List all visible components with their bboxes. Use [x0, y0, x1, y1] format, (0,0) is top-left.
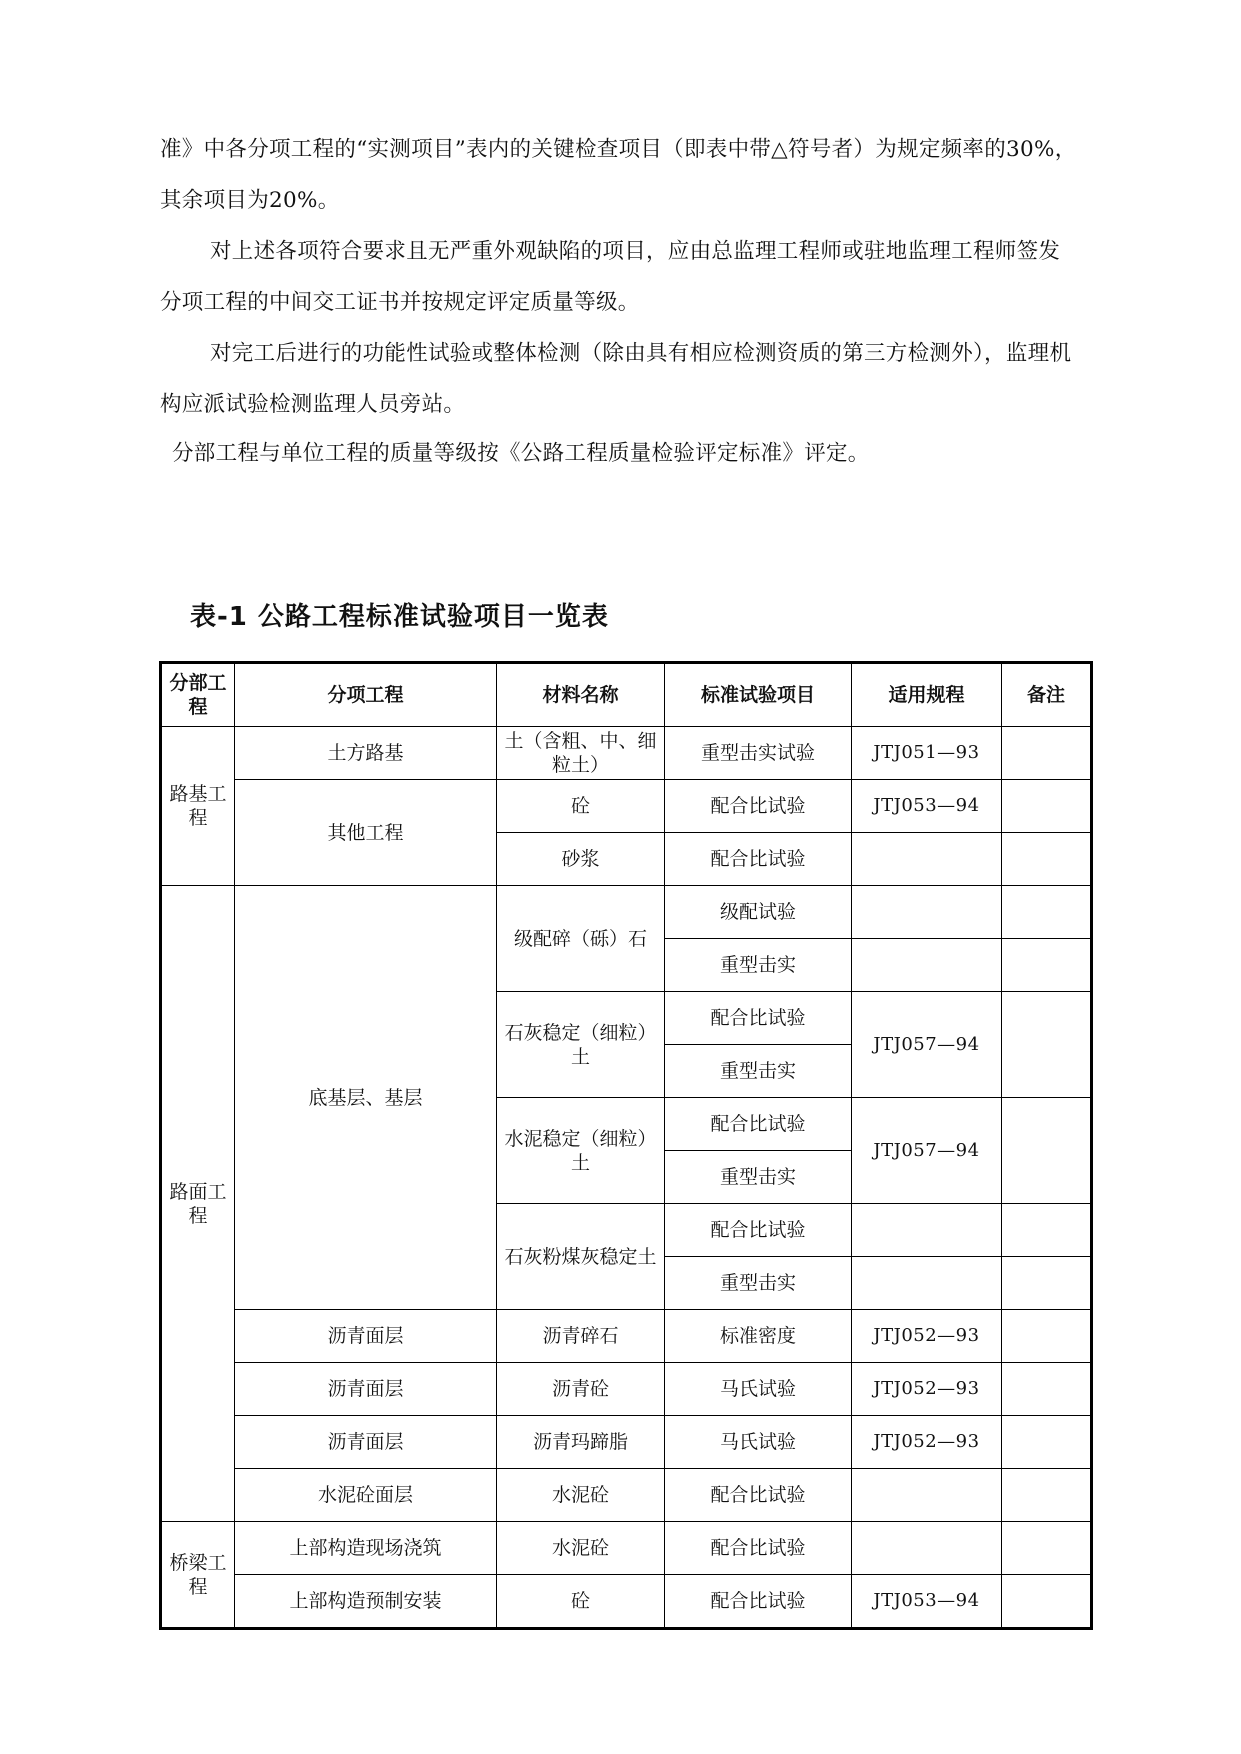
test-item-cell: 配合比试验: [665, 780, 852, 833]
regulation-cell: JTJ052—93: [852, 1363, 1002, 1416]
header-sub-item: 分项工程: [235, 663, 497, 727]
paragraph-4: 分部工程与单位工程的质量等级按《公路工程质量检验评定标准》评定。: [172, 441, 870, 466]
remarks-cell: [1002, 992, 1092, 1098]
regulation-cell: [852, 1257, 1002, 1310]
regulation-cell: JTJ057—94: [852, 992, 1002, 1098]
remarks-cell: [1002, 1416, 1092, 1469]
table-row: [161, 727, 1092, 780]
remarks-cell: [1002, 1469, 1092, 1522]
standard-test-items-table: [159, 661, 1093, 1630]
header-material: 材料名称: [497, 663, 665, 727]
sub-item-cell: 上部构造现场浇筑: [235, 1522, 497, 1575]
material-cell: 级配碎（砾）石: [497, 886, 665, 992]
remarks-cell: [1002, 1363, 1092, 1416]
test-item-cell: 重型击实: [665, 1045, 852, 1098]
regulation-cell: [852, 886, 1002, 939]
test-item-cell: 级配试验: [665, 886, 852, 939]
test-item-cell: 重型击实: [665, 939, 852, 992]
test-item-cell: 配合比试验: [665, 1204, 852, 1257]
test-item-cell: 配合比试验: [665, 1098, 852, 1151]
regulation-cell: JTJ053—94: [852, 780, 1002, 833]
remarks-cell: [1002, 1204, 1092, 1257]
test-item-cell: 重型击实试验: [665, 727, 852, 780]
remarks-cell: [1002, 780, 1092, 833]
material-cell: 石灰稳定（细粒）土: [497, 992, 665, 1098]
sub-item-cell: 底基层、基层: [235, 886, 497, 1310]
sub-item-cell: 上部构造预制安装: [235, 1575, 497, 1629]
table-caption: 表-1 公路工程标准试验项目一览表: [190, 602, 609, 632]
regulation-cell: [852, 939, 1002, 992]
table-row: [161, 780, 1092, 833]
material-cell: 砂浆: [497, 833, 665, 886]
remarks-cell: [1002, 727, 1092, 780]
sub-item-cell: 沥青面层: [235, 1310, 497, 1363]
remarks-cell: [1002, 886, 1092, 939]
table-row: [161, 1469, 1092, 1522]
regulation-cell: [852, 1522, 1002, 1575]
regulation-cell: JTJ053—94: [852, 1575, 1002, 1629]
regulation-cell: JTJ052—93: [852, 1310, 1002, 1363]
test-item-cell: 重型击实: [665, 1151, 852, 1204]
remarks-cell: [1002, 1098, 1092, 1204]
test-item-cell: 配合比试验: [665, 1469, 852, 1522]
regulation-cell: JTJ051—93: [852, 727, 1002, 780]
header-test-item: 标准试验项目: [665, 663, 852, 727]
material-cell: 土（含粗、中、细粒土）: [497, 727, 665, 780]
remarks-cell: [1002, 1522, 1092, 1575]
regulation-cell: JTJ052—93: [852, 1416, 1002, 1469]
test-item-cell: 配合比试验: [665, 1522, 852, 1575]
division-cell: 路基工程: [161, 727, 235, 886]
remarks-cell: [1002, 1575, 1092, 1629]
header-regulation: 适用规程: [852, 663, 1002, 727]
table-row: [161, 1416, 1092, 1469]
material-cell: 沥青碎石: [497, 1310, 665, 1363]
remarks-cell: [1002, 1257, 1092, 1310]
header-remarks: 备注: [1002, 663, 1092, 727]
material-cell: 水泥砼: [497, 1522, 665, 1575]
test-item-cell: 马氏试验: [665, 1363, 852, 1416]
sub-item-cell: 其他工程: [235, 780, 497, 886]
sub-item-cell: 沥青面层: [235, 1416, 497, 1469]
paragraph-2: 对上述各项符合要求且无严重外观缺陷的项目，应由总监理工程师或驻地监理工程师签发分项工程的中间交工证书并按规定评定质量等级。: [160, 239, 1061, 315]
test-item-cell: 重型击实: [665, 1257, 852, 1310]
regulation-cell: [852, 1204, 1002, 1257]
test-item-cell: 配合比试验: [665, 992, 852, 1045]
material-cell: 石灰粉煤灰稳定土: [497, 1204, 665, 1310]
division-cell: 路面工程: [161, 886, 235, 1522]
table-header-row: [161, 663, 1092, 727]
test-item-cell: 配合比试验: [665, 1575, 852, 1629]
remarks-cell: [1002, 939, 1092, 992]
paragraph-3: 对完工后进行的功能性试验或整体检测（除由具有相应检测资质的第三方检测外），监理机构应派试验检测监理人员旁站。: [160, 341, 1072, 417]
table-row: [161, 1575, 1092, 1629]
regulation-cell: [852, 1469, 1002, 1522]
paragraph-1: 准》中各分项工程的“实测项目”表内的关键检查项目（即表中带△符号者）为规定频率的30%，其余项目为20%。: [160, 137, 1077, 213]
test-item-cell: 马氏试验: [665, 1416, 852, 1469]
remarks-cell: [1002, 833, 1092, 886]
sub-item-cell: 水泥砼面层: [235, 1469, 497, 1522]
material-cell: 沥青砼: [497, 1363, 665, 1416]
material-cell: 砼: [497, 1575, 665, 1629]
header-division: 分部工程: [161, 663, 235, 727]
test-item-cell: 标准密度: [665, 1310, 852, 1363]
table-row: [161, 1522, 1092, 1575]
material-cell: 沥青玛蹄脂: [497, 1416, 665, 1469]
material-cell: 水泥砼: [497, 1469, 665, 1522]
material-cell: 水泥稳定（细粒）土: [497, 1098, 665, 1204]
table-row: [161, 1310, 1092, 1363]
material-cell: 砼: [497, 780, 665, 833]
table-row: [161, 1363, 1092, 1416]
test-item-cell: 配合比试验: [665, 833, 852, 886]
regulation-cell: [852, 833, 1002, 886]
remarks-cell: [1002, 1310, 1092, 1363]
table-row: [161, 886, 1092, 939]
sub-item-cell: 土方路基: [235, 727, 497, 780]
division-cell: 桥梁工程: [161, 1522, 235, 1629]
sub-item-cell: 沥青面层: [235, 1363, 497, 1416]
regulation-cell: JTJ057—94: [852, 1098, 1002, 1204]
